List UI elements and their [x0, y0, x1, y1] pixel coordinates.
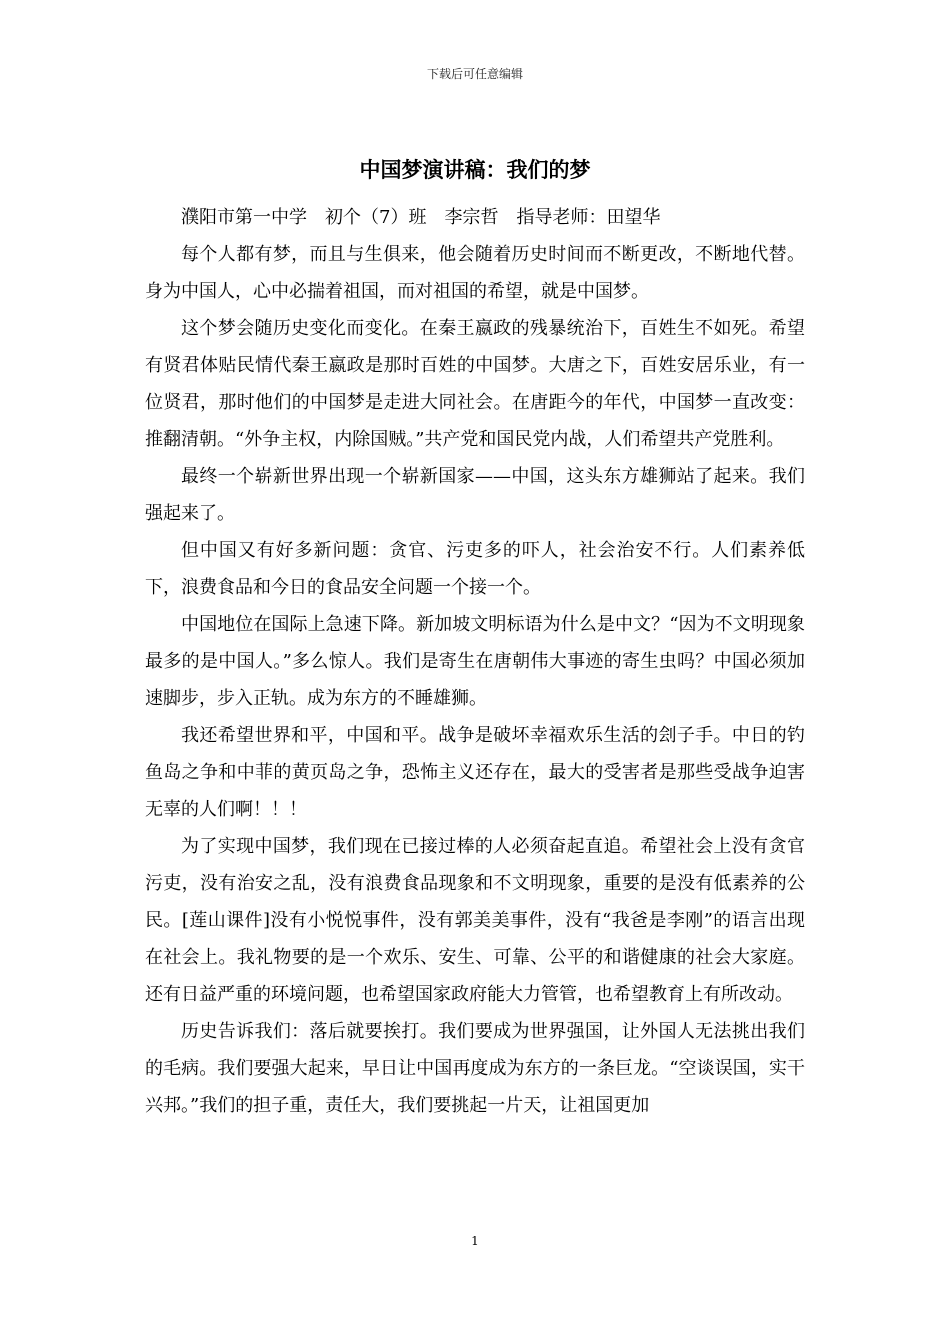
- byline: 濮阳市第一中学 初个（7）班 李宗哲 指导老师：田望华: [181, 207, 661, 228]
- paragraph-4: 但中国又有好多新问题：贪官、污吏多的吓人，社会治安不行。人们素养低下，浪费食品和今日的食品安全问题一个接一个。: [145, 540, 805, 598]
- header-note: 下载后可任意编辑: [426, 67, 523, 81]
- paragraph-5: 中国地位在国际上急速下降。新加坡文明标语为什么是中文？“因为不文明现象最多的是中国人。”多么惊人。我们是寄生在唐朝伟大事迹的寄生虫吗？中国必须加速脚步，步入正轨。成为东方的不睡雄狮。: [145, 614, 805, 709]
- document-body: [145, 155, 805, 1124]
- paragraph-3: 最终一个崭新世界出现一个崭新国家——中国，这头东方雄狮站了起来。我们强起来了。: [145, 466, 805, 524]
- paragraph-8: 历史告诉我们：落后就要挨打。我们要成为世界强国，让外国人无法挑出我们的毛病。我们要强大起来，早日让中国再度成为东方的一条巨龙。“空谈误国，实干兴邦。”我们的担子重，责任大，我们要挑起一片天，让祖国更加: [145, 1021, 805, 1116]
- document-title: 中国梦演讲稿：我们的梦: [359, 158, 591, 182]
- paragraph-1: 每个人都有梦，而且与生俱来，他会随着历史时间而不断更改，不断地代替。身为中国人，心中必揣着祖国，而对祖国的希望，就是中国梦。: [145, 244, 805, 302]
- paragraph-7: 为了实现中国梦，我们现在已接过棒的人必须奋起直追。希望社会上没有贪官污吏，没有治安之乱，没有浪费食品现象和不文明现象，重要的是没有低素养的公民。[莲山课件]没有小悦悦事件，没有郭美美事件，没有“我爸是李刚”的语言出现在社会上。我礼物要的是一个欢乐、安生、可靠、公平的和谐健康的社会大家庭。还有日益严重的环境问题，也希望国家政府能大力管管，也希望教育上有所改动。: [145, 836, 805, 1005]
- paragraph-2: 这个梦会随历史变化而变化。在秦王嬴政的残暴统治下，百姓生不如死。希望有贤君体贴民情代秦王嬴政是那时百姓的中国梦。大唐之下，百姓安居乐业，有一位贤君，那时他们的中国梦是走进大同社会。在唐距今的年代，中国梦一直改变：推翻清朝。“外争主权，内除国贼。”共产党和国民党内战，人们希望共产党胜利。: [145, 318, 805, 450]
- page-number: 1: [471, 1234, 479, 1248]
- paragraph-6: 我还希望世界和平，中国和平。战争是破坏幸福欢乐生活的刽子手。中日的钓鱼岛之争和中菲的黄页岛之争，恐怖主义还存在，最大的受害者是那些受战争迫害无辜的人们啊！！！: [145, 725, 805, 820]
